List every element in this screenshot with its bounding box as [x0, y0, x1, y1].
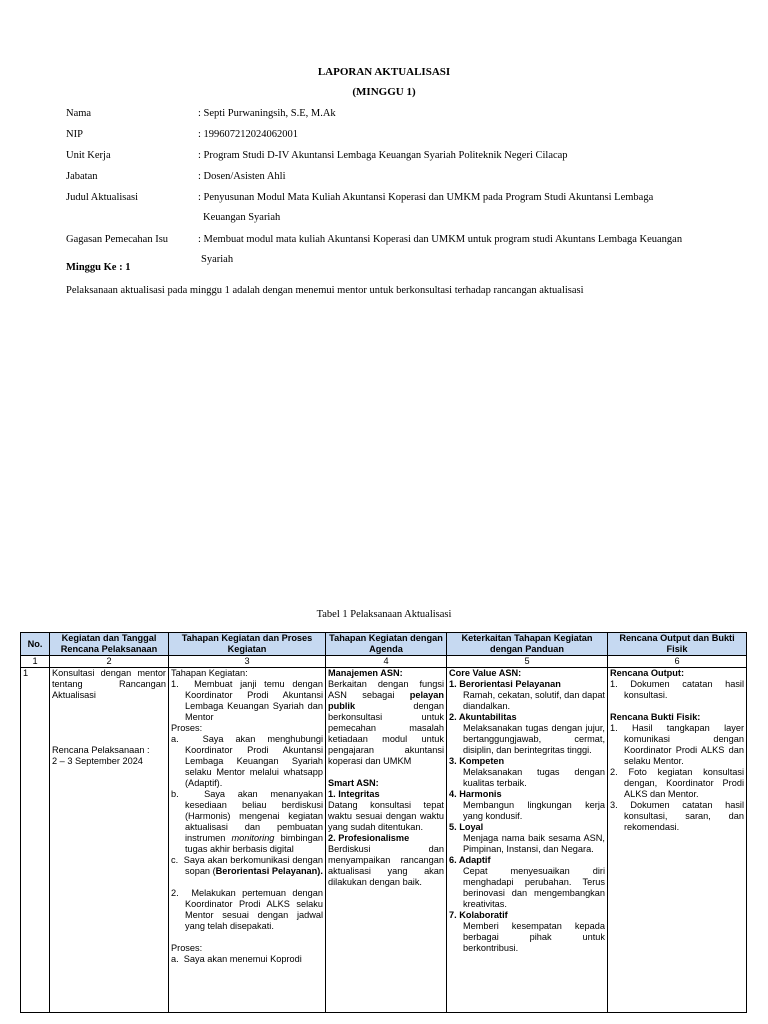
info-label: Judul Aktualisasi	[66, 192, 139, 203]
column-number-row	[21, 656, 747, 668]
info-row-judul	[66, 188, 756, 230]
column-number: 1	[21, 656, 50, 668]
output-label: Rencana Output:	[610, 668, 685, 678]
column-number: 6	[608, 656, 747, 668]
kegiatan-text: Konsultasi dengan mentor tentang Rancangan Aktualisasi	[52, 668, 166, 700]
info-value: : 199607212024062001	[198, 129, 299, 140]
info-label: Unit Kerja	[66, 150, 111, 161]
column-header: Rencana Output dan Bukti Fisik	[608, 633, 747, 656]
proses2-label: Proses:	[171, 943, 203, 953]
core-value-text: Memberi kesempatan kepada berbagai pihak untuk berkontribusi.	[463, 921, 605, 953]
proses-label: Proses:	[171, 723, 203, 733]
row-number-text: 1	[23, 668, 29, 678]
bukti-item-text: Hasil tangkapan layer komunikasi dengan Koordinator Prodi ALKS dan selaku Mentor.	[624, 723, 744, 766]
core-value-item	[449, 679, 605, 712]
rencana-date: 2 – 3 September 2024	[52, 756, 143, 766]
week-description: Pelaksanaan aktualisasi pada minggu 1 adalah dengan menemui mentor untuk berkonsultasi terhadap rancangan aktualisasi	[66, 285, 584, 296]
proses-c-text: Saya akan berkomunikasi dengan sopan (	[183, 855, 323, 876]
manajemen-label: Manajemen ASN:	[328, 668, 403, 678]
smart-item-title: 1. Integritas	[328, 789, 380, 799]
manajemen-text	[328, 679, 444, 767]
smart-label: Smart ASN:	[328, 778, 379, 788]
core-value-title: 5. Loyal	[449, 822, 484, 832]
core-value-label: Core Value ASN:	[449, 668, 522, 678]
info-value: : Membuat modul mata kuliah Akuntansi Koperasi dan UMKM untuk program studi Akuntans Lembaga Keuangan	[198, 234, 683, 245]
column-number: 5	[447, 656, 608, 668]
manajemen-text-end: dengan berkonsultasi untuk pemecahan masalah ketiadaan modul untuk pengajaran akuntansi koperasi dan UMKM	[328, 701, 444, 766]
table-row	[21, 668, 747, 1013]
report-title: LAPORAN AKTUALISASI	[317, 66, 451, 78]
rencana-label: Rencana Pelaksanaan :	[52, 745, 150, 755]
core-value-item	[449, 910, 605, 954]
tahapan-item-2-text: Melakukan pertemuan dengan Koordinator Prodi ALKS selaku Mentor sesuai dengan jadwal yang telah disepakati.	[185, 888, 323, 931]
core-value-text: Ramah, cekatan, solutif, dan dapat diandalkan.	[463, 690, 605, 711]
kegiatan-cell	[50, 668, 169, 1013]
core-value-item	[449, 855, 605, 910]
tahapan-cell	[169, 668, 326, 1013]
column-number: 4	[326, 656, 447, 668]
output-cell	[608, 668, 747, 1013]
table-caption: Tabel 1 Pelaksanaan Aktualisasi	[316, 609, 452, 620]
core-value-text: Menjaga nama baik sesama ASN, Pimpinan, Instansi, dan Negara.	[463, 833, 605, 854]
core-value-item	[449, 756, 605, 789]
column-header: Tahapan Kegiatan dan Proses Kegiatan	[169, 633, 326, 656]
manajemen-bold: pelayan publik	[328, 690, 444, 711]
core-value-title: 1. Berorientasi Pelayanan	[449, 679, 561, 689]
core-value-item	[449, 822, 605, 855]
tahapan-label: Tahapan Kegiatan:	[171, 668, 248, 678]
bukti-item: 1. Hasil tangkapan layer komunikasi dengan Koordinator Prodi ALKS dan selaku Mentor.	[610, 723, 744, 766]
table-header-row	[21, 633, 747, 656]
info-value: : Program Studi D-IV Akuntansi Lembaga Keuangan Syariah Politeknik Negeri Cilacap	[198, 150, 568, 161]
proses-b-text: Saya akan menanyakan kesediaan beliau berdiskusi (Harmonis) mengenai kegiatan aktualisasi dan pembuatan instrumen	[185, 789, 323, 843]
core-value-item	[449, 712, 605, 756]
column-number: 3	[169, 656, 326, 668]
proses-b-italic: monitoring	[231, 833, 275, 843]
info-label: NIP	[66, 129, 83, 140]
output-item-text: Dokumen catatan hasil konsultasi.	[624, 679, 744, 700]
aktualisasi-table	[20, 632, 747, 1013]
smart-item-text: Datang konsultasi tepat waktu sesuai dengan waktu yang sudah ditentukan.	[328, 800, 444, 832]
smart-item-text: Berdiskusi dan menyampaikan rancangan aktualisasi yang akan dilakukan dengan baik.	[328, 844, 444, 887]
core-value-title: 3. Kompeten	[449, 756, 505, 766]
manajemen-text-start: Berkaitan dengan fungsi ASN sebagai	[328, 679, 444, 700]
bukti-item: 3. Dokumen catatan hasil konsultasi, saran, dan rekomendasi.	[610, 800, 744, 832]
info-label: Nama	[66, 108, 92, 119]
bukti-item: 2. Foto kegiatan konsultasi dengan, Koordinator Prodi ALKS dan Mentor.	[610, 767, 744, 799]
core-value-text: Melaksanakan tugas dengan jujur, bertanggungjawab, cermat, disiplin, dan berintegritas tinggi.	[463, 723, 605, 755]
core-value-title: 6. Adaptif	[449, 855, 491, 865]
proses-item-b: b. Saya akan menanyakan kesediaan beliau berdiskusi (Harmonis) mengenai kegiatan aktualisasi dan pembuatan instrumen monitoring bimbingan tugas akhir berbasis digital	[171, 789, 323, 854]
agenda-cell	[326, 668, 447, 1013]
proses-item-a: a. Saya akan menghubungi Koordinator Prodi Akuntansi Lembaga Keuangan Syariah selaku Mentor melalui whatsapp (Adaptif).	[171, 734, 323, 788]
tahapan-item-2: 2. Melakukan pertemuan dengan Koordinator Prodi ALKS selaku Mentor sesuai dengan jadwal yang telah disepakati.	[171, 888, 323, 931]
info-row-gagasan	[66, 230, 756, 272]
info-label: Jabatan	[66, 171, 98, 182]
bukti-item-text: Dokumen catatan hasil konsultasi, saran, dan rekomendasi.	[624, 800, 744, 832]
column-header: Keterkaitan Tahapan Kegiatan dengan Panduan	[447, 633, 608, 656]
week-heading: Minggu Ke : 1	[66, 262, 131, 273]
proses-a-text: Saya akan menghubungi Koordinator Prodi Akuntansi Lembaga Keuangan Syariah selaku Mentor melalui whatsapp (Adaptif).	[185, 734, 323, 788]
core-value-item	[449, 789, 605, 822]
bukti-label: Rencana Bukti Fisik:	[610, 712, 701, 722]
info-value: : Septi Purwaningsih, S.E, M.Ak	[198, 108, 336, 119]
info-value: : Penyusunan Modul Mata Kuliah Akuntansi Koperasi dan UMKM pada Program Studi Akuntansi Lembaga	[198, 192, 654, 203]
column-header: Kegiatan dan Tanggal Rencana Pelaksanaan	[50, 633, 169, 656]
info-value-continued: Keuangan Syariah	[203, 212, 281, 223]
info-value: : Dosen/Asisten Ahli	[198, 171, 286, 182]
proses-b-text-end: bimbingan tugas akhir berbasis digital	[185, 833, 323, 854]
core-value-list	[449, 679, 605, 954]
proses2-item-a: a. Saya akan menemui Koprodi	[171, 954, 302, 964]
row-number	[21, 668, 50, 1013]
tahapan-item: 1. Membuat janji temu dengan Koordinator Prodi Akuntansi Lembaga Keuangan Syariah dan Mentor	[171, 679, 323, 722]
core-value-text: Cepat menyesuaikan diri menghadapi perubahan. Terus berinovasi dan mengembangkan kreativitas.	[463, 866, 605, 909]
tahapan-item-text: Membuat janji temu dengan Koordinator Prodi Akuntansi Lembaga Keuangan Syariah dan Mentor	[185, 679, 323, 722]
column-header: No.	[21, 633, 50, 656]
smart-item-title: 2. Profesionalisme	[328, 833, 410, 843]
proses2-a-text: Saya akan menemui Koprodi	[183, 954, 302, 964]
proses-c-bold: Berorientasi Pelayanan).	[215, 866, 323, 876]
info-value-continued: Syariah	[201, 254, 234, 265]
column-number: 2	[50, 656, 169, 668]
core-value-text: Melaksanakan tugas dengan kualitas terbaik.	[463, 767, 605, 788]
core-value-text: Membangun lingkungan kerja yang kondusif.	[463, 800, 605, 821]
info-label: Gagasan Pemecahan Isu	[66, 234, 169, 245]
panduan-cell	[447, 668, 608, 1013]
column-header: Tahapan Kegiatan dengan Agenda	[326, 633, 447, 656]
bukti-item-text: Foto kegiatan konsultasi dengan, Koordinator Prodi ALKS dan Mentor.	[624, 767, 744, 799]
core-value-title: 7. Kolaboratif	[449, 910, 508, 920]
output-item: 1. Dokumen catatan hasil konsultasi.	[610, 679, 744, 700]
report-subtitle: (MINGGU 1)	[352, 86, 416, 98]
core-value-title: 2. Akuntabilitas	[449, 712, 517, 722]
core-value-title: 4. Harmonis	[449, 789, 502, 799]
proses-item-c: c. Saya akan berkomunikasi dengan sopan (Berorientasi Pelayanan).	[171, 855, 323, 876]
